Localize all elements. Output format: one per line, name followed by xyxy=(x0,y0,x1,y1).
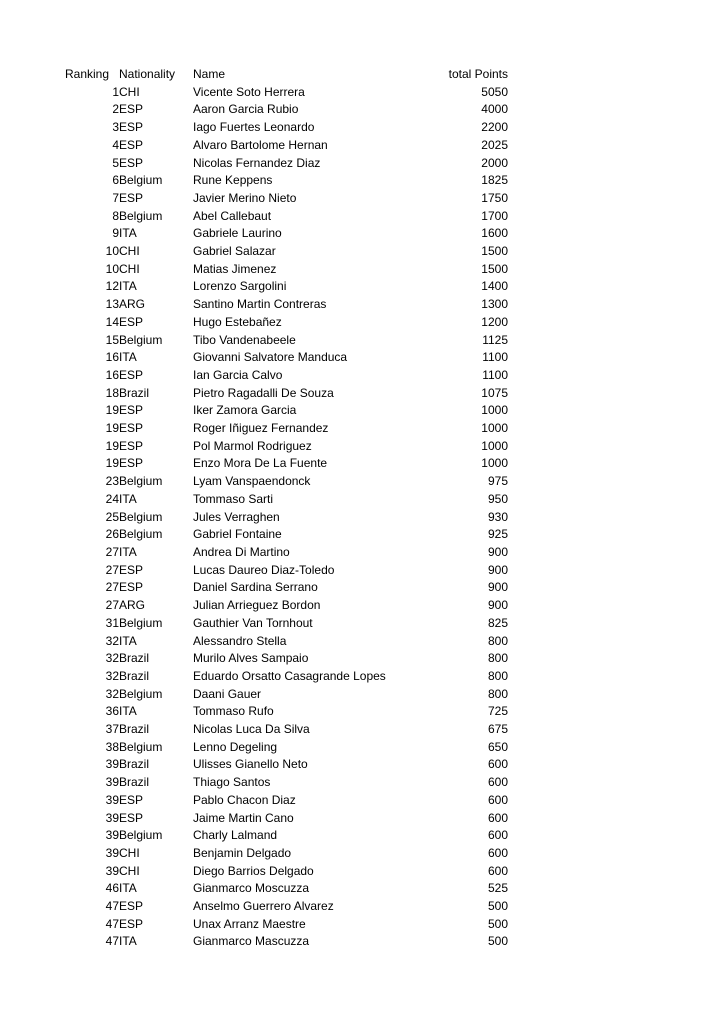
cell-ranking: 39 xyxy=(105,775,119,790)
table-row xyxy=(65,721,508,739)
cell-nationality: ITA xyxy=(119,881,137,896)
cell-nationality: Belgium xyxy=(119,509,163,524)
cell-nationality: ITA xyxy=(119,279,137,294)
cell-name: Nicolas Fernandez Diaz xyxy=(193,155,321,170)
table-row xyxy=(65,615,508,633)
cell-name: Lyam Vanspaendonck xyxy=(193,474,311,489)
cell-points: 600 xyxy=(487,810,508,825)
table-row xyxy=(65,225,508,243)
cell-name: Jules Verraghen xyxy=(193,509,280,524)
cell-points: 600 xyxy=(487,775,508,790)
cell-points: 500 xyxy=(487,899,508,914)
cell-name: Lorenzo Sargolini xyxy=(193,279,287,294)
cell-nationality: Belgium xyxy=(119,208,163,223)
cell-points: 2000 xyxy=(481,155,508,170)
cell-points: 800 xyxy=(487,686,508,701)
table-row xyxy=(65,774,508,792)
cell-name: Ian Garcia Calvo xyxy=(193,367,283,382)
cell-name: Nicolas Luca Da Silva xyxy=(193,722,310,737)
table-row xyxy=(65,137,508,155)
cell-ranking: 5 xyxy=(112,155,119,170)
cell-nationality: Belgium xyxy=(119,527,163,542)
cell-points: 1100 xyxy=(482,350,508,365)
cell-points: 600 xyxy=(487,757,508,772)
table-row xyxy=(65,314,508,332)
cell-ranking: 39 xyxy=(105,828,119,843)
cell-name: Thiago Santos xyxy=(193,775,271,790)
cell-ranking: 13 xyxy=(105,297,119,312)
cell-points: 1700 xyxy=(481,208,508,223)
cell-nationality: ITA xyxy=(119,544,137,559)
cell-name: Unax Arranz Maestre xyxy=(193,916,306,931)
cell-nationality: ESP xyxy=(119,899,144,914)
cell-ranking: 46 xyxy=(105,881,119,896)
cell-ranking: 32 xyxy=(105,686,119,701)
cell-name: Iago Fuertes Leonardo xyxy=(193,120,315,135)
cell-name: Andrea Di Martino xyxy=(193,544,290,559)
cell-points: 1125 xyxy=(482,332,508,347)
cell-points: 1400 xyxy=(481,279,508,294)
table-row xyxy=(65,739,508,757)
cell-nationality: ESP xyxy=(119,580,144,595)
cell-name: Gabriele Laurino xyxy=(193,226,282,241)
cell-name: Pietro Ragadalli De Souza xyxy=(193,385,334,400)
cell-nationality: Brazil xyxy=(119,651,150,666)
cell-points: 525 xyxy=(487,881,508,896)
table-row xyxy=(65,101,508,119)
cell-name: Charly Lalmand xyxy=(193,828,278,843)
table-row xyxy=(65,703,508,721)
cell-name: Santino Martin Contreras xyxy=(193,297,327,312)
cell-ranking: 1 xyxy=(112,84,119,99)
cell-nationality: Brazil xyxy=(119,722,150,737)
cell-name: Julian Arrieguez Bordon xyxy=(193,598,321,613)
cell-name: Pablo Chacon Diaz xyxy=(193,792,296,807)
header-ranking: Ranking xyxy=(65,67,110,81)
cell-ranking: 16 xyxy=(105,367,119,382)
cell-ranking: 39 xyxy=(105,792,119,807)
cell-points: 800 xyxy=(487,668,508,683)
cell-ranking: 6 xyxy=(112,173,119,188)
cell-nationality: Belgium xyxy=(119,615,163,630)
cell-nationality: ITA xyxy=(119,934,137,949)
table-row xyxy=(65,668,508,686)
cell-ranking: 7 xyxy=(112,190,119,205)
cell-ranking: 27 xyxy=(105,562,119,577)
table-row xyxy=(65,650,508,668)
header-name: Name xyxy=(193,67,226,81)
cell-points: 1100 xyxy=(482,367,508,382)
table-row xyxy=(65,562,508,580)
cell-ranking: 3 xyxy=(112,120,119,135)
cell-points: 1500 xyxy=(481,244,508,259)
cell-name: Alvaro Bartolome Hernan xyxy=(193,137,328,152)
cell-ranking: 12 xyxy=(105,279,119,294)
cell-points: 825 xyxy=(487,615,508,630)
table-row xyxy=(65,402,508,420)
table-body xyxy=(65,84,508,951)
cell-ranking: 27 xyxy=(105,598,119,613)
table-row xyxy=(65,438,508,456)
cell-points: 725 xyxy=(487,704,508,719)
cell-name: Benjamin Delgado xyxy=(193,845,292,860)
cell-name: Gabriel Fontaine xyxy=(193,527,282,542)
cell-points: 900 xyxy=(487,580,508,595)
cell-nationality: ESP xyxy=(119,137,144,152)
cell-points: 500 xyxy=(487,934,508,949)
cell-ranking: 32 xyxy=(105,668,119,683)
cell-ranking: 39 xyxy=(105,757,119,772)
cell-name: Alessandro Stella xyxy=(193,633,287,648)
cell-ranking: 19 xyxy=(105,421,119,436)
cell-nationality: ESP xyxy=(119,916,144,931)
cell-name: Gauthier Van Tornhout xyxy=(193,615,313,630)
table-row xyxy=(65,633,508,651)
cell-ranking: 39 xyxy=(105,810,119,825)
cell-ranking: 36 xyxy=(105,704,119,719)
table-row xyxy=(65,756,508,774)
table-row xyxy=(65,579,508,597)
cell-nationality: ESP xyxy=(119,403,144,418)
cell-nationality: ESP xyxy=(119,155,144,170)
table-row xyxy=(65,792,508,810)
cell-ranking: 37 xyxy=(105,722,119,737)
cell-ranking: 32 xyxy=(105,633,119,648)
cell-nationality: Brazil xyxy=(119,775,150,790)
cell-points: 500 xyxy=(487,916,508,931)
cell-name: Jaime Martin Cano xyxy=(193,810,294,825)
cell-name: Vicente Soto Herrera xyxy=(193,84,305,99)
cell-ranking: 10 xyxy=(105,244,119,259)
table-row xyxy=(65,190,508,208)
cell-ranking: 38 xyxy=(105,739,119,754)
cell-ranking: 19 xyxy=(105,438,119,453)
cell-nationality: ESP xyxy=(119,456,144,471)
cell-nationality: ESP xyxy=(119,438,144,453)
cell-ranking: 27 xyxy=(105,580,119,595)
cell-nationality: Brazil xyxy=(119,668,150,683)
table-row xyxy=(65,155,508,173)
table-row xyxy=(65,544,508,562)
cell-nationality: ESP xyxy=(119,102,144,117)
table-row xyxy=(65,367,508,385)
cell-name: Daniel Sardina Serrano xyxy=(193,580,318,595)
cell-points: 1000 xyxy=(481,438,508,453)
table-row xyxy=(65,526,508,544)
cell-name: Javier Merino Nieto xyxy=(193,190,297,205)
cell-ranking: 26 xyxy=(105,527,119,542)
table-row xyxy=(65,385,508,403)
table-row xyxy=(65,84,508,102)
cell-ranking: 39 xyxy=(105,845,119,860)
cell-name: Pol Marmol Rodriguez xyxy=(193,438,312,453)
cell-points: 975 xyxy=(487,474,508,489)
cell-name: Hugo Estebañez xyxy=(193,314,282,329)
cell-points: 800 xyxy=(487,633,508,648)
cell-points: 600 xyxy=(487,792,508,807)
cell-ranking: 47 xyxy=(105,899,119,914)
cell-ranking: 47 xyxy=(105,916,119,931)
cell-points: 650 xyxy=(487,739,508,754)
cell-nationality: ITA xyxy=(119,633,137,648)
cell-points: 900 xyxy=(487,562,508,577)
cell-name: Lenno Degeling xyxy=(193,739,278,754)
cell-points: 1000 xyxy=(481,456,508,471)
table-row xyxy=(65,455,508,473)
cell-name: Murilo Alves Sampaio xyxy=(193,651,309,666)
table-row xyxy=(65,208,508,226)
table-row xyxy=(65,810,508,828)
cell-points: 1300 xyxy=(481,297,508,312)
cell-name: Tibo Vandenabeele xyxy=(193,332,296,347)
cell-points: 950 xyxy=(487,491,508,506)
cell-nationality: Belgium xyxy=(119,332,163,347)
cell-nationality: ARG xyxy=(119,598,146,613)
cell-name: Abel Callebaut xyxy=(193,208,272,223)
cell-ranking: 10 xyxy=(105,261,119,276)
cell-nationality: Belgium xyxy=(119,173,163,188)
cell-nationality: ESP xyxy=(119,562,144,577)
cell-ranking: 47 xyxy=(105,934,119,949)
ranking-table xyxy=(65,66,508,951)
cell-points: 1075 xyxy=(481,385,508,400)
cell-nationality: ESP xyxy=(119,190,144,205)
cell-ranking: 23 xyxy=(105,474,119,489)
cell-ranking: 8 xyxy=(112,208,119,223)
cell-nationality: ESP xyxy=(119,810,144,825)
cell-points: 1200 xyxy=(481,314,508,329)
cell-ranking: 31 xyxy=(105,615,119,630)
cell-points: 4000 xyxy=(481,102,508,117)
table-row xyxy=(65,686,508,704)
cell-nationality: ITA xyxy=(119,226,137,241)
table-row xyxy=(65,916,508,934)
table-row xyxy=(65,278,508,296)
cell-nationality: CHI xyxy=(119,244,140,259)
cell-ranking: 27 xyxy=(105,544,119,559)
cell-points: 1600 xyxy=(481,226,508,241)
cell-ranking: 25 xyxy=(105,509,119,524)
table-row xyxy=(65,296,508,314)
cell-nationality: ESP xyxy=(119,421,144,436)
cell-points: 5050 xyxy=(481,84,508,99)
cell-points: 1000 xyxy=(481,421,508,436)
cell-name: Roger Iñiguez Fernandez xyxy=(193,421,329,436)
cell-points: 930 xyxy=(487,509,508,524)
table-row xyxy=(65,597,508,615)
table-row xyxy=(65,845,508,863)
cell-name: Gabriel Salazar xyxy=(193,244,276,259)
table-row xyxy=(65,349,508,367)
cell-name: Gianmarco Moscuzza xyxy=(193,881,310,896)
cell-ranking: 14 xyxy=(105,314,119,329)
cell-points: 1750 xyxy=(481,190,508,205)
table-row xyxy=(65,243,508,261)
cell-points: 600 xyxy=(487,845,508,860)
table-row xyxy=(65,420,508,438)
cell-points: 900 xyxy=(487,598,508,613)
cell-ranking: 2 xyxy=(112,102,119,117)
cell-name: Tommaso Rufo xyxy=(193,704,274,719)
cell-name: Daani Gauer xyxy=(193,686,262,701)
header-nationality: Nationality xyxy=(119,67,176,81)
cell-name: Tommaso Sarti xyxy=(193,491,274,506)
table-header-row xyxy=(65,66,508,84)
cell-nationality: Belgium xyxy=(119,474,163,489)
cell-nationality: CHI xyxy=(119,845,140,860)
cell-nationality: CHI xyxy=(119,863,140,878)
table-row xyxy=(65,933,508,951)
table-row xyxy=(65,473,508,491)
cell-points: 1000 xyxy=(481,403,508,418)
cell-points: 675 xyxy=(487,722,508,737)
cell-nationality: ITA xyxy=(119,491,137,506)
cell-ranking: 4 xyxy=(112,137,119,152)
table-row xyxy=(65,509,508,527)
table-row xyxy=(65,863,508,881)
cell-nationality: ITA xyxy=(119,350,137,365)
table-row xyxy=(65,491,508,509)
cell-ranking: 15 xyxy=(105,332,119,347)
table-row xyxy=(65,827,508,845)
table-row xyxy=(65,332,508,350)
cell-nationality: ITA xyxy=(119,704,137,719)
cell-nationality: Brazil xyxy=(119,757,150,772)
cell-ranking: 18 xyxy=(105,385,119,400)
cell-points: 2200 xyxy=(481,120,508,135)
cell-ranking: 9 xyxy=(112,226,119,241)
cell-points: 1500 xyxy=(481,261,508,276)
cell-ranking: 19 xyxy=(105,456,119,471)
cell-nationality: ARG xyxy=(119,297,146,312)
cell-nationality: CHI xyxy=(119,261,140,276)
cell-points: 600 xyxy=(487,863,508,878)
cell-nationality: ESP xyxy=(119,120,144,135)
table-row xyxy=(65,261,508,279)
cell-name: Rune Keppens xyxy=(193,173,273,188)
table-row xyxy=(65,119,508,137)
table-row xyxy=(65,898,508,916)
cell-ranking: 32 xyxy=(105,651,119,666)
cell-name: Anselmo Guerrero Alvarez xyxy=(193,899,334,914)
cell-points: 1825 xyxy=(481,173,508,188)
cell-points: 900 xyxy=(487,544,508,559)
cell-nationality: Belgium xyxy=(119,686,163,701)
cell-nationality: ESP xyxy=(119,314,144,329)
cell-name: Enzo Mora De La Fuente xyxy=(193,456,328,471)
cell-ranking: 39 xyxy=(105,863,119,878)
cell-points: 925 xyxy=(487,527,508,542)
cell-name: Ulisses Gianello Neto xyxy=(193,757,308,772)
cell-name: Giovanni Salvatore Manduca xyxy=(193,350,348,365)
cell-nationality: Belgium xyxy=(119,828,163,843)
cell-ranking: 19 xyxy=(105,403,119,418)
cell-name: Aaron Garcia Rubio xyxy=(193,102,299,117)
cell-nationality: Brazil xyxy=(119,385,150,400)
cell-name: Matias Jimenez xyxy=(193,261,277,276)
table-row xyxy=(65,880,508,898)
header-points: total Points xyxy=(448,67,508,81)
cell-nationality: ESP xyxy=(119,367,144,382)
cell-ranking: 16 xyxy=(105,350,119,365)
cell-name: Diego Barrios Delgado xyxy=(193,863,314,878)
cell-points: 2025 xyxy=(481,137,508,152)
cell-nationality: ESP xyxy=(119,792,144,807)
cell-name: Eduardo Orsatto Casagrande Lopes xyxy=(193,668,386,683)
cell-points: 800 xyxy=(487,651,508,666)
cell-ranking: 24 xyxy=(105,491,119,506)
cell-nationality: Belgium xyxy=(119,739,163,754)
cell-points: 600 xyxy=(487,828,508,843)
cell-name: Iker Zamora Garcia xyxy=(193,403,297,418)
cell-name: Lucas Daureo Diaz-Toledo xyxy=(193,562,335,577)
cell-nationality: CHI xyxy=(119,84,140,99)
table-row xyxy=(65,172,508,190)
cell-name: Gianmarco Mascuzza xyxy=(193,934,310,949)
